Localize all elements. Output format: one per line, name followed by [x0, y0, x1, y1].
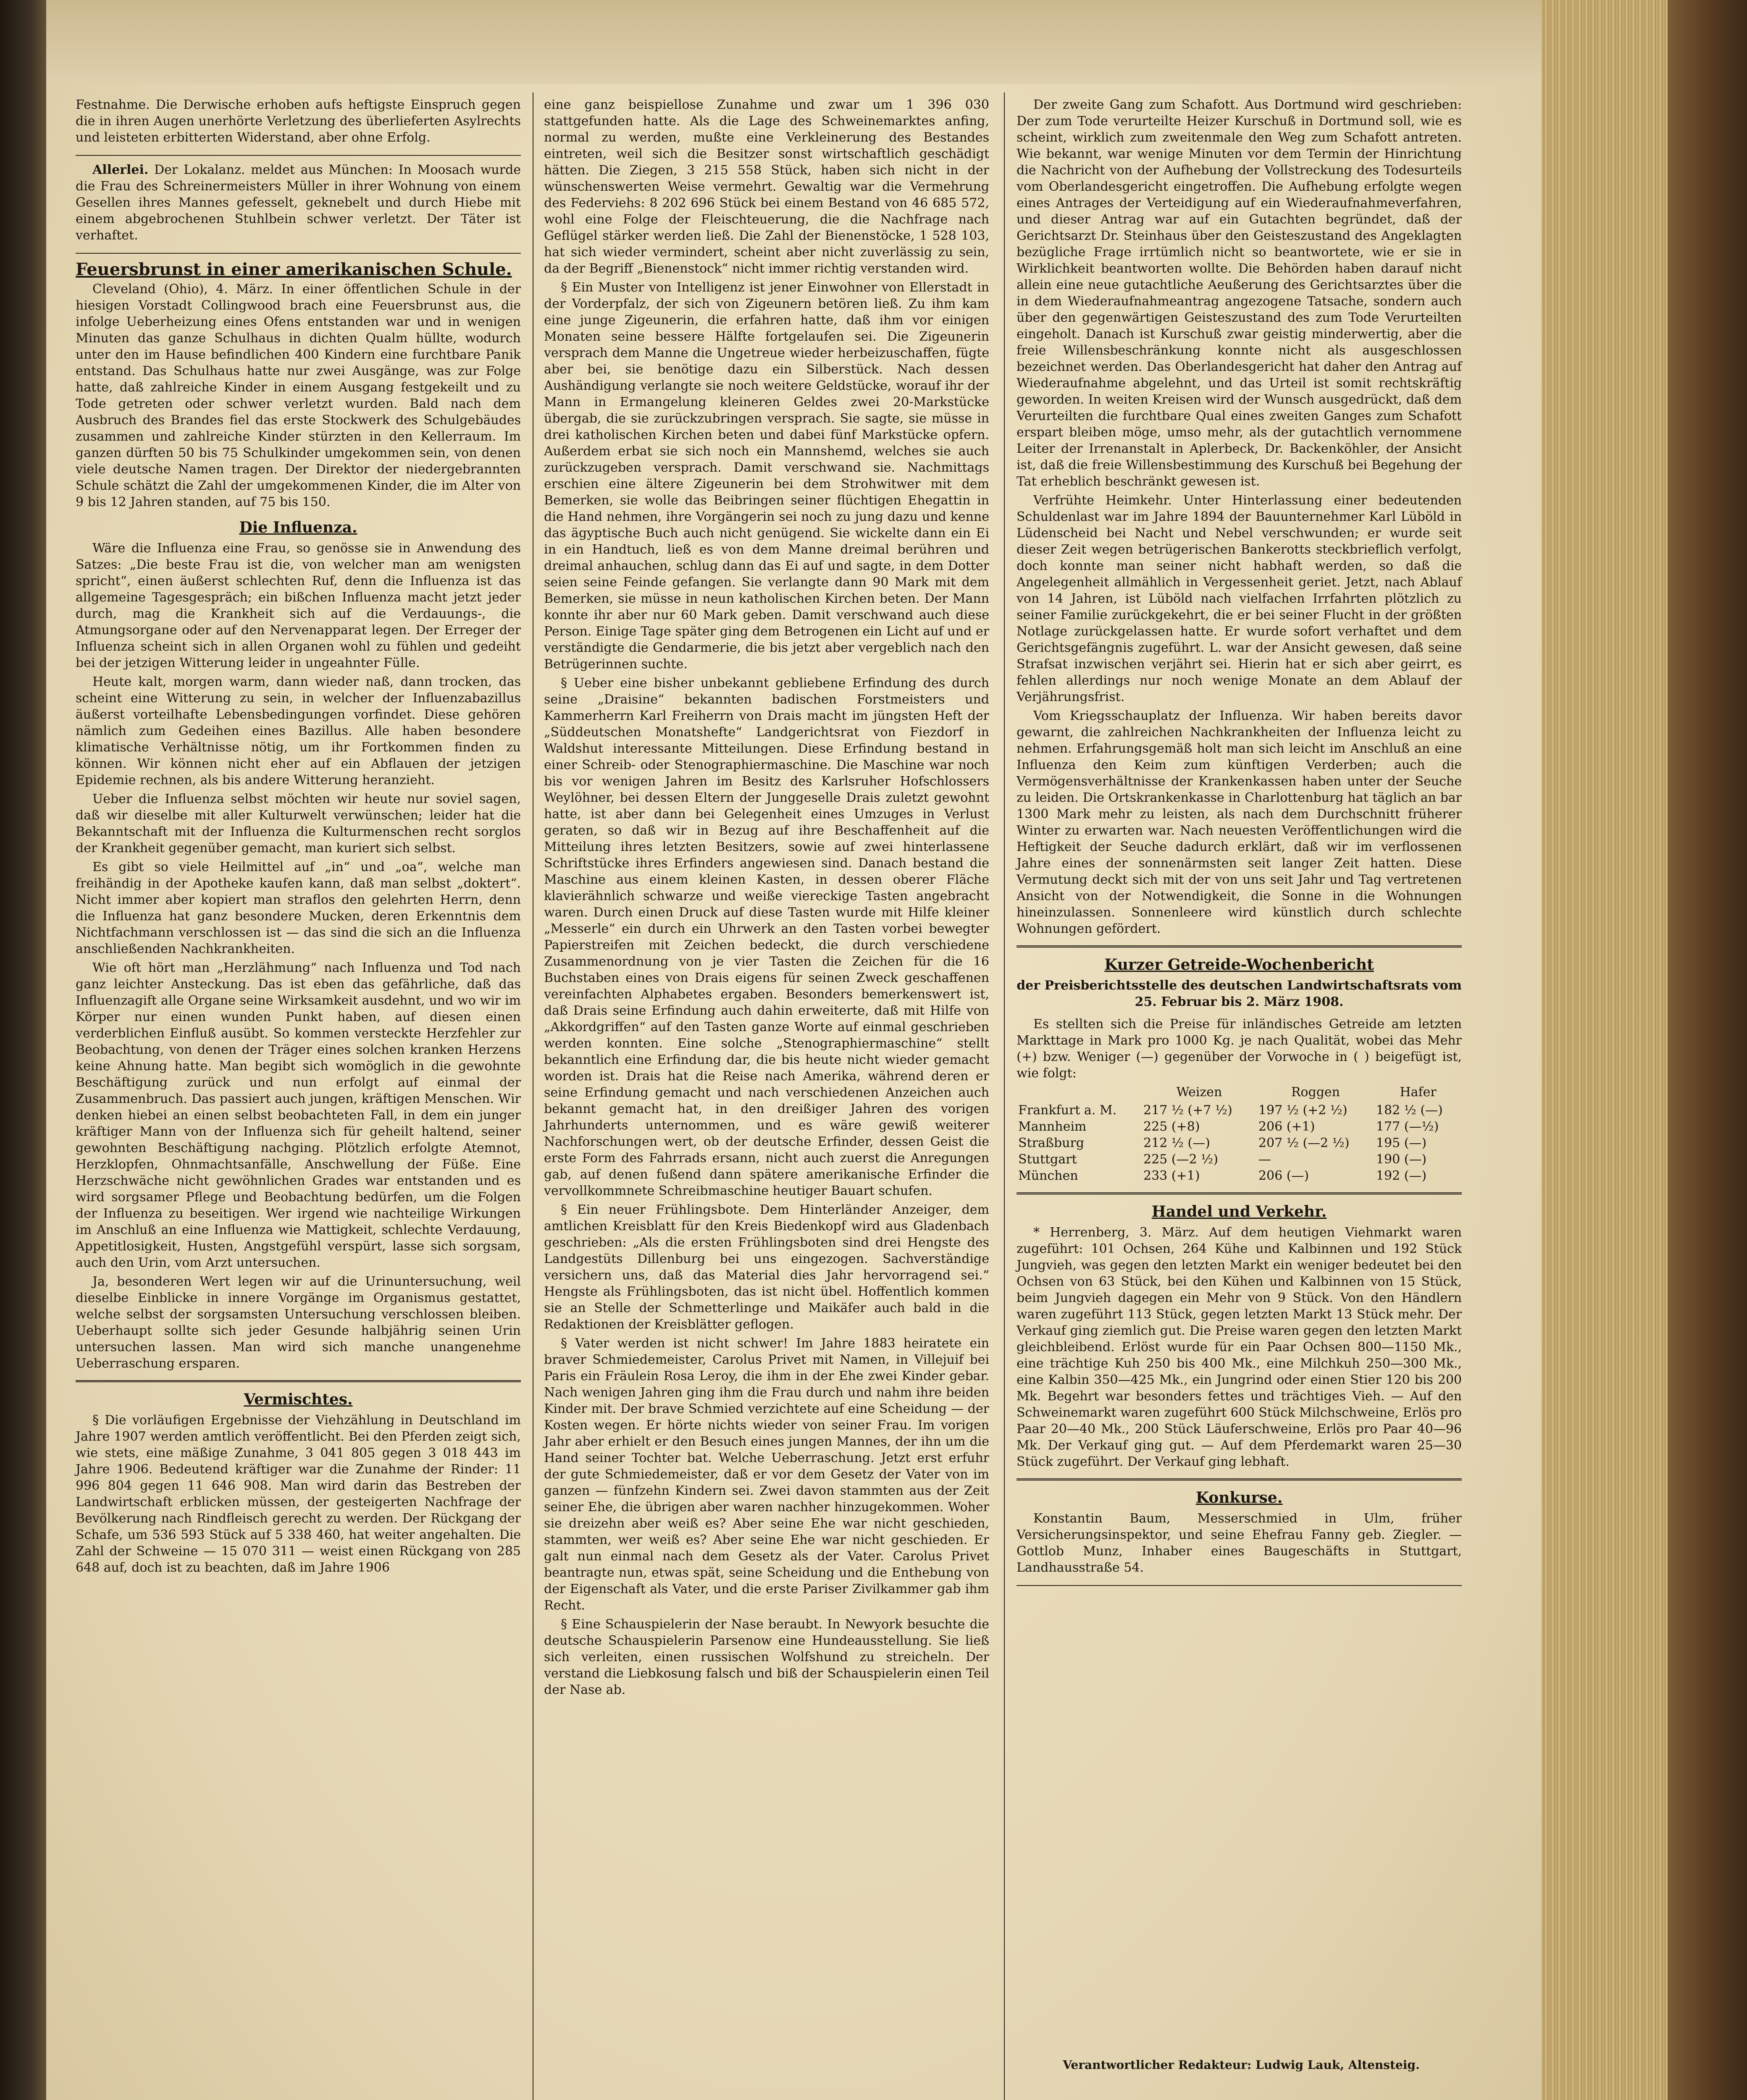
table-cell: Straßburg — [1018, 1136, 1084, 1150]
book-spine-left — [0, 0, 50, 2100]
table-row — [1017, 1118, 1462, 1135]
table-cell: 182 ½ (—) — [1376, 1103, 1443, 1118]
article-subheading: der Preisberichtsstelle des deutschen Landwirtschaftsrats vom 25. Februar bis 2. März 1908. — [1017, 978, 1462, 1009]
table-cell: Stuttgart — [1018, 1152, 1077, 1167]
divider — [1017, 1192, 1462, 1194]
table-cell: 217 ½ (+7 ½) — [1143, 1103, 1232, 1118]
table-cell: München — [1018, 1168, 1078, 1183]
article-text: § Vater werden ist nicht schwer! Im Jahre 1883 heiratete ein braver Schmiedemeister, Carolus Privet mit Namen, in Villejuif bei Paris ein Fräulein Rosa Leroy, die ihm in der Ehe zwei Kinder gebar. Nach wenigen Jahren ging ihm die Frau durch und nahm ihre beiden Kinder mit. Der brave Schmied verzichtete auf eine Scheidung — der Kosten wegen. Er hörte nichts wieder von seiner Frau. Im vorigen Jahr aber erhielt er den Besuch eines jungen Mannes, der ihn um die Hand seiner Tochter bat. Welche Ueberraschung. Jetzt erst erfuhr der gute Schmiedemeister, daß er vor dem Gesetz der Vater von im ganzen — fünfzehn Kindern sei. Zwei davon stammten aus der Zeit seiner Ehe, die übrigen aber waren nachher hinzugekommen. Woher sie dreizehn aber weiß es? Aber seine Ehe war nicht geschieden, stammten, wer weiß es? Aber seine Ehe war nicht geschieden. Er galt nun einmal nach dem Gesetz als der Vater. Carolus Privet beantragte nun, etwas spät, seine Scheidung und die Enthebung von der Eigenschaft als Vater, und die erste Pariser Zivilkammer gab ihm Recht. — [544, 1336, 989, 1613]
article-heading: Konkurse. — [1195, 1489, 1283, 1507]
article-text: Konstantin Baum, Messerschmied in Ulm, früher Versicherungsinspektor, und seine Ehefrau Fanny geb. Ziegler. — Gottlob Munz, Inhaber eines Baugeschäfts in Stuttgart, Landhausstraße 54. — [1017, 1511, 1462, 1575]
divider — [76, 1380, 521, 1382]
table-header: Hafer — [1400, 1085, 1437, 1100]
article-heading: Die Influenza. — [239, 519, 357, 536]
table-header: Roggen — [1291, 1085, 1340, 1100]
table-cell: 233 (+1) — [1143, 1168, 1200, 1183]
divider — [76, 155, 521, 156]
table-cell: 177 (—½) — [1376, 1119, 1439, 1134]
table-cell: 190 (—) — [1376, 1152, 1427, 1167]
table-cell: 206 (+1) — [1258, 1119, 1315, 1134]
table-cell: 206 (—) — [1258, 1168, 1309, 1183]
table-row — [1017, 1102, 1462, 1118]
article-text: § Eine Schauspielerin der Nase beraubt. In Newyork besuchte die deutsche Schauspielerin Parsenow eine Hundeausstellung. Sie ließ sich verleiten, einen russischen Wolfshund zu streicheln. Der verstand die Liebkosung falsch und biß der Schauspielerin einen Teil der Nase ab. — [544, 1617, 989, 1697]
table-cell: 225 (—2 ½) — [1143, 1152, 1218, 1167]
article-heading: Kurzer Getreide-Wochenbericht — [1104, 956, 1374, 974]
article-text: Vom Kriegsschauplatz der Influenza. Wir haben bereits davor gewarnt, die zahlreichen Nachkrankheiten der Influenza leicht zu nehmen. Erfahrungsgemäß holt man sich leicht im Anschluß an eine Influenza den Keim zum künftigen Verderben; auch die Vermögensverhältnisse der Krankenkassen haben unter der Seuche zu leiden. Die Ortskrankenkasse in Charlottenburg hat täglich an bar 1300 Mark mehr zu leisten, als nach dem Durchschnitt früherer Winter zu erwarten war. Nach neuesten Veröffentlichungen wird die Heftigkeit der Seuche dadurch erklärt, daß wir im verflossenen Jahre eines der sonnenärmsten seit langer Zeit hatten. Diese Vermutung deckt sich mit der von uns seit Jahr und Tag vertretenen Ansicht von der Notwendigkeit, die Sonne in die Wohnungen hineinzulassen. Sonnenleere wird künstlich durch schlechte Wohnungen gefördert. — [1017, 709, 1462, 936]
article-text: Ja, besonderen Wert legen wir auf die Urinuntersuchung, weil dieselbe Einblicke in innere Vorgänge im Organismus gestattet, welche selbst der sorgsamsten Untersuchung verschlossen bleiben. Ueberhaupt sollte sich jeder Gesunde halbjährig seinen Urin untersuchen lassen. Man wird sich manche unangenehme Ueberraschung ersparen. — [76, 1274, 521, 1371]
article-text: § Die vorläufigen Ergebnisse der Viehzählung in Deutschland im Jahre 1907 werden amtlich veröffentlicht. Bei den Pferden zeigt sich, wie stets, eine mäßige Zunahme, 3 041 805 gegen 3 018 443 im Jahre 1906. Bedeutend kräftiger war die Zunahme der Rinder: 11 996 804 gegen 11 646 908. Man wird darin das Bestreben der Landwirtschaft erblicken müssen, der gesteigerten Nachfrage der Bevölkerung nach Rindfleisch gerecht zu werden. Der Rückgang der Schafe, um 536 593 Stück auf 5 338 460, hat weiter angehalten. Die Zahl der Schweine — 15 070 311 — weist einen Rückgang von 285 648 auf, doch ist zu beachten, daß im Jahre 1906 — [76, 1413, 521, 1575]
grain-price-table — [1017, 1084, 1462, 1184]
article-heading: Handel und Verkehr. — [1151, 1203, 1327, 1221]
article-text: * Herrenberg, 3. März. Auf dem heutigen Viehmarkt waren zugeführt: 101 Ochsen, 264 Kühe und Kalbinnen und 192 Stück Jungvieh, was gegen den letzten Markt ein weniger bedeutet bei den Ochsen von 63 Stück, bei den Kühen und Kalbinnen von 15 Stück, beim Jungvieh dagegen ein Mehr von 9 Stück. Von den Händlern waren zugeführt 113 Stück, gegen letzten Markt 13 Stück mehr. Der Verkauf ging ziemlich gut. Die Preise waren gegen den letzten Markt gleichbleibend. Erlöst wurde für ein Paar Ochsen 800—1150 Mk., eine trächtige Kuh 250 bis 400 Mk., eine Milchkuh 250—300 Mk., eine Kalbin 350—425 Mk., ein Jungrind oder einen Stier 120 bis 200 Mk. Begehrt war besonders fettes und trächtiges Vieh. — Auf den Schweinemarkt waren zugeführt 600 Stück Milchschweine, Erlös pro Paar 20—40 Mk., 200 Stück Läuferschweine, Erlös pro Paar 40—96 Mk. Der Verkauf ging gut. — Auf dem Pferdemarkt waren 25—30 Stück zugeführt. Der Verkauf ging lebhaft. — [1017, 1225, 1462, 1469]
article-text: Festnahme. Die Derwische erhoben aufs heftigste Einspruch gegen die in ihren Augen unerhörte Verletzung des überlieferten Asylrechts und leisteten erbitterten Widerstand, aber ohne Erfolg. — [76, 97, 521, 145]
article-text: § Ein neuer Frühlingsbote. Dem Hinterländer Anzeiger, dem amtlichen Kreisblatt für den Kreis Biedenkopf wird aus Gladenbach geschrieben: „Als die ersten Frühlingsboten sind drei Hengste des Landgestüts Dillenburg bei uns eingezogen. Sachverständige versichern uns, daß das Material dies Jahr hervorragend sei.“ Hengste als Frühlingsboten, das ist nicht übel. Hoffentlich kommen sie an Stelle der Schmetterlinge und Maikäfer auch bald in die Redaktionen der Kreisblätter geflogen. — [544, 1202, 989, 1332]
article-text: Wie oft hört man „Herzlähmung“ nach Influenza und Tod nach ganz leichter Ansteckung. Das ist eben das gefährliche, daß das Influenzagift alle Organe seine Wirksamkeit ausdehnt, und wo wir im Körper nur einen wunden Punkt haben, auf diesen einen verderblichen Einfluß ausübt. So kommen versteckte Herzfehler zur Beobachtung, von denen der Träger eines solchen kranken Herzens keine Ahnung hatte. Man begibt sich womöglich in die gewohnte Beschäftigung zurück und nun erfolgt auf einmal der Zusammenbruch. Das passiert auch jungen, kräftigen Menschen. Wir denken hiebei an einen selbst beobachteten Fall, in dem ein junger kräftiger Mann von der Influenza sich für geheilt haltend, seiner gewohnten Beschäftigung nachging. Plötzlich erfolgte Atemnot, Herzklopfen, Ohnmachtsanfälle, Anschwellung der Füße. Eine Herzschwäche nicht gewöhnlichen Grades war entstanden und es wird sorgsamer Pflege und Beobachtung bedürfen, um die Folgen der Influenza zu beseitigen. Wer irgend wie nachteilige Wirkungen im Anschluß an eine Influenza wie Mattigkeit, schlechte Verdauung, Appetitlosigkeit, Husten, Angstgefühl verspürt, lasse sich sorgsam, auch den Urin, vom Arzt untersuchen. — [76, 961, 521, 1270]
table-cell: 195 (—) — [1376, 1136, 1427, 1150]
divider — [1017, 945, 1462, 948]
article-text: Wäre die Influenza eine Frau, so genösse sie in Anwendung des Satzes: „Die beste Frau ist die, von welcher man am wenigsten spricht“, einen äußerst schlechten Ruf, denn die Influenza ist das allgemeine Tagesgespräch; ein bißchen Influenza macht jetzt jeder durch, mag die Krankheit sich auf die Verdauungs-, die Atmungsorgane oder auf den Nervenapparat legen. Der Erreger der Influenza scheint sich in allen Organen wohl zu fühlen und gedeiht bei der jetzigen Witterung leider in ungeahnter Fülle. — [76, 541, 521, 670]
column-rule — [1004, 92, 1005, 2100]
table-cell: Mannheim — [1018, 1119, 1087, 1134]
table-header — [1017, 1084, 1142, 1102]
table-row — [1017, 1168, 1462, 1184]
table-cell: 197 ½ (+2 ½) — [1258, 1103, 1348, 1118]
article-text: Heute kalt, morgen warm, dann wieder naß, dann trocken, das scheint eine Witterung zu sein, in welcher der Influenzabazillus äußerst vorteilhafte Lebensbedingungen vorfindet. Diese gehören nämlich zum Gedeihen eines Bazillus. Alle haben besondere klimatische Verhältnisse nötig, um ihr Fortkommen finden zu können. Wir können nicht eher auf ein Abflauen der jetzigen Epidemie rechnen, als bis andere Witterung heranzieht. — [76, 675, 521, 788]
divider — [1017, 1585, 1462, 1586]
table-header: Weizen — [1176, 1085, 1222, 1100]
table-cell: 225 (+8) — [1143, 1119, 1200, 1134]
table-row — [1017, 1151, 1462, 1168]
article-heading: Allerlei. — [92, 163, 149, 177]
column-3 — [1017, 97, 1462, 1586]
article-text: eine ganz beispiellose Zunahme und zwar um 1 396 030 stattgefunden hatte. Als die Lage des Schweinemarktes anfing, normal zu werden, mußte eine Verkleinerung des Bestandes eintreten, weil sich die Besitzer sonst wirtschaftlich geschädigt hätten. Die Ziegen, 3 215 558 Stück, haben sich nicht in der wünschenswerten Weise vermehrt. Gewaltig war die Vermehrung des Federviehs: 8 202 696 Stück bei einem Bestand von 46 685 572, wohl eine Folge der Fleischteuerung, die die Nachfrage nach Geflügel stärker werden ließ. Die Zahl der Bienenstöcke, 1 528 103, hat sich wieder vermindert, scheint aber nicht zuverlässig zu sein, da der Begriff „Bienenstock“ nicht immer richtig verstanden wird. — [544, 97, 989, 276]
editor-credit: Verantwortlicher Redakteur: Ludwig Lauk, Altensteig. — [1063, 2058, 1420, 2072]
table-header-row — [1017, 1084, 1462, 1102]
book-cover-edge — [1668, 0, 1747, 2100]
column-1 — [76, 97, 521, 1578]
article-text: § Ein Muster von Intelligenz ist jener Einwohner von Ellerstadt in der Vorderpfalz, der sich von Zigeunern betören ließ. Zu ihm kam eine junge Zigeunerin, die erfahren hatte, daß ihm vor einigen Monaten seine bessere Hälfte fortgelaufen sei. Die Zigeunerin versprach dem Manne die Ungetreue wieder herbeizuschaffen, fügte aber bei, sie benötige dazu ein Silberstück. Nach dessen Aushändigung verlangte sie noch weitere Geldstücke, worauf ihr der Mann in Ermangelung kleineren Geldes zwei 20-Markstücke übergab, die sie zurückzubringen versprach. Sie sagte, sie müsse in drei katholischen Kirchen beten und dabei fünf Markstücke opfern. Außerdem erbat sie sich noch ein Mannshemd, welches sie auch zurückzugeben versprach. Damit verschwand sie. Nachmittags erschien eine ältere Zigeunerin bei dem Strohwitwer mit dem Bemerken, sie wolle das Beibringen seiner flüchtigen Ehegattin in die Hand nehmen, ihre Vorgängerin sei noch zu jung dazu und kenne das ägyptische Buch auch nicht genügend. Sie wickelte dann ein Ei in ein Handtuch, ließ es von dem Manne dreimal berühren und dreimal anhauchen, schlug dann das Ei auf und sagte, in dem Dotter seien seine Feinde gefangen. Sie verlangte dann 90 Mark mit dem Bemerken, sie müsse in neun katholischen Kirchen beten. Der Mann konnte ihr aber nur 60 Mark geben. Damit verschwand auch diese Person. Einige Tage später ging dem Betrogenen ein Licht auf und er verständigte die Gendarmerie, die bis jetzt aber vergeblich nach den Betrügerinnen suchte. — [544, 280, 989, 672]
article-text: Cleveland (Ohio), 4. März. In einer öffentlichen Schule in der hiesigen Vorstadt Collingwood brach eine Feuersbrunst aus, die infolge Ueberheizung eines Ofens entstanden war und in wenigen Minuten das ganze Schulhaus in dichten Qualm hüllte, wodurch unter den im Hause befindlichen 400 Kindern eine furchtbare Panik entstand. Das Schulhaus hatte nur zwei Ausgänge, was zur Folge hatte, daß zahlreiche Kinder in einem Ausgang festgekeilt und zu Tode getreten oder schwer verletzt wurden. Bald nach dem Ausbruch des Brandes fiel das erste Stockwerk des Schulgebäudes zusammen und zahlreiche Kinder stürzten in den Kellerraum. Im ganzen dürften 50 bis 75 Schulkinder umgekommen sein, von denen viele deutsche Namen tragen. Der Direktor der niedergebrannten Schule schätzt die Zahl der umgekommenen Kinder, die im Alter von 9 bis 12 Jahren standen, auf 75 bis 150. — [76, 282, 521, 509]
article-text: Es stellten sich die Preise für inländisches Getreide am letzten Markttage in Mark pro 1000 Kg. je nach Qualität, wobei das Mehr (+) bzw. Weniger (—) gegenüber der Vorwoche in ( ) beigefügt ist, wie folgt: — [1017, 1017, 1462, 1081]
table-cell: 207 ½ (—2 ½) — [1258, 1136, 1350, 1150]
table-cell: 192 (—) — [1376, 1168, 1427, 1183]
divider — [76, 253, 521, 254]
article-text: Der Lokalanz. meldet aus München: In Moosach wurde die Frau des Schreinermeisters Müller in ihrer Wohnung von einem Gesellen ihres Mannes gefesselt, geknebelt und durch Hiebe mit einem abgebrochenen Stuhlbein schwer verletzt. Der Täter ist verhaftet. — [76, 163, 521, 243]
article-text: Es gibt so viele Heilmittel auf „in“ und „oa“, welche man freihändig in der Apotheke kaufen kann, daß man selbst „doktert“. Nicht immer aber kopiert man straflos den gelehrten Herrn, denn die Influenza hat ganz besondere Mucken, deren Erkenntnis dem Nichtfachmann verschlossen ist — das sind die sich an die Influenza anschließenden Nachkrankheiten. — [76, 860, 521, 956]
article-text: § Ueber eine bisher unbekannt gebliebene Erfindung des durch seine „Draisine“ bekannten badischen Forstmeisters und Kammerherrn Karl Freiherrn von Drais macht im jüngsten Heft der „Süddeutschen Monatshefte“ Landgerichtsrat von Fiezdorf in Waldshut interessante Mitteilungen. Diese Erfindung bestand in einer Schreib- oder Stenographiermaschine. Die Maschine war noch bis vor wenigen Jahren im Besitz des Karlsruher Hofschlossers Weylöhner, bei dessen Eltern der Junggeselle Drais zuletzt gewohnt hatte, ist aber dann bei Gelegenheit eines Umzuges in Verlust geraten, so daß wir in Bezug auf ihre Beschaffenheit auf die Mitteilung ihres letzten Besitzers, sowie auf zwei hinterlassene Schriftstücke ihres Erfinders angewiesen sind. Danach bestand die Maschine aus einem kleinen Kasten, in dessen oberer Fläche klavierähnlich schwarze und weiße viereckige Tasten angebracht waren. Durch einen Druck auf diese Tasten wurde mit Hilfe kleiner „Messerle“ ein durch ein Uhrwerk an den Tasten vorbei bewegter Papierstreifen mit Zeichen bedeckt, die durch verschiedene Zusammenordnung von je vier Tasten die Zeichen für die 16 Buchstaben eines von Drais eigens für seinen Zweck geschaffenen vereinfachten Alphabetes ergaben. Besonders bemerkenswert ist, daß Drais seine Erfindung auch dahin erweiterte, daß mit Hilfe von „Akkordgriffen“ auf den Tasten ganze Worte auf einmal geschrieben werden konnten. Eine solche „Stenographiermaschine“ stellt bekanntlich eine Erfindung dar, die bis heute nicht wieder gemacht worden ist. Drais hat die Reise nach Amerika, während deren er seine Erfindung gemacht und nach verschiedenen Anzeichen auch bekannt gemacht hat, in den dreißiger Jahren des vorigen Jahrhunderts unternommen, und es wäre gewiß weiterer Nachforschungen wert, ob der deutsche Erfinder, dessen Geist die erste Form des Fahrrads ersann, nicht auch zuerst die Anregungen gab, auf denen fußend dann spätere amerikanische Erfinder die vervollkommnete Schreibmaschine heutiger Bauart schufen. — [544, 676, 989, 1198]
table-cell: — — [1258, 1152, 1271, 1167]
article-heading: Feuersbrunst in einer amerikanischen Schule. — [76, 260, 512, 279]
table-row — [1017, 1135, 1462, 1151]
article-text: Der zweite Gang zum Schafott. Aus Dortmund wird geschrieben: Der zum Tode verurteilte Heizer Kurschuß in Dortmund soll, wie es scheint, wirklich zum zweitenmale den Weg zum Schafott antreten. Wie bekannt, war wenige Minuten vor dem Termin der Hinrichtung die Nachricht von der Aufhebung der Vollstreckung des Todesurteils vom Oberlandesgericht eingetroffen. Die Aufhebung erfolgte wegen eines Antrages der Verteidigung auf ein Wiederaufnahmeverfahren, und dieser Antrag war auf ein Gutachten begründet, daß der Gerichtsarzt Dr. Steinhaus über den Geisteszustand des Angeklagten bezügliche Frage irrtümlich nicht so beantwortete, wie er sie in Wirklichkeit beantworten wollte. Die Behörden haben darauf nicht allein eine neue gutachtliche Aeußerung des Gerichtsarztes über die in dem Wiederaufnahmeantrag angezogene Tatsache, sondern auch über den gegenwärtigen Geisteszustand des zum Tode Verurteilten eingeholt. Danach ist Kurschuß zwar geistig minderwertig, aber die freie Willensbeschränkung konnte nicht als ausgeschlossen bezeichnet werden. Das Oberlandesgericht hat daher den Antrag auf Wiederaufnahme abgelehnt, und das Urteil ist somit rechtskräftig geworden. In weiten Kreisen wird der Wunsch ausgedrückt, daß dem Verurteilten die furchtbare Qual eines zweiten Ganges zum Schafott erspart bleiben möge, umso mehr, als der gutachtlich vernommene Leiter der Irrenanstalt in Aplerbeck, Dr. Backenköhler, der Ansicht ist, daß die freie Willensbestimmung des Kurschuß bei Begehung der Tat erheblich beschränkt gewesen ist. — [1017, 97, 1462, 489]
table-cell: 212 ½ (—) — [1143, 1136, 1210, 1150]
article-heading: Vermischtes. — [244, 1391, 353, 1408]
table-cell: Frankfurt a. M. — [1018, 1103, 1117, 1118]
divider — [1017, 1478, 1462, 1480]
page-top-margin — [46, 0, 1542, 84]
column-2 — [544, 97, 989, 1701]
article-text: Verfrühte Heimkehr. Unter Hinterlassung einer bedeutenden Schuldenlast war im Jahre 1894 der Bauunternehmer Karl Lüböld in Lüdenscheid bei Nacht und Nebel verschwunden; er wurde seit dieser Zeit wegen betrügerischen Bankerotts steckbrieflich verfolgt, doch konnte man seiner nicht habhaft werden, so daß die Angelegenheit allmählich in Vergessenheit geriet. Jetzt, nach Ablauf von 14 Jahren, ist Lüböld nach vielfachen Irrfahrten plötzlich zu seiner Familie zurückgekehrt, die er bei seiner Flucht in der größten Notlage zurückgelassen hatte. Er wurde sofort verhaftet und dem Gerichtsgefängnis zugeführt. L. war der Ansicht gewesen, daß seine Strafsat inzwischen verjährt sei. Hierin hat er sich aber geirrt, es fehlen allerdings nur noch wenige Monate an dem Ablauf der Verjährungsfrist. — [1017, 493, 1462, 704]
article-text: Ueber die Influenza selbst möchten wir heute nur soviel sagen, daß wir dieselbe mit aller Kulturwelt verwünschen; leider hat die Bekanntschaft mit der Influenza die Kulturmenschen recht sorglos der Krankheit gegenüber gemacht, man kuriert sich selbst. — [76, 792, 521, 856]
